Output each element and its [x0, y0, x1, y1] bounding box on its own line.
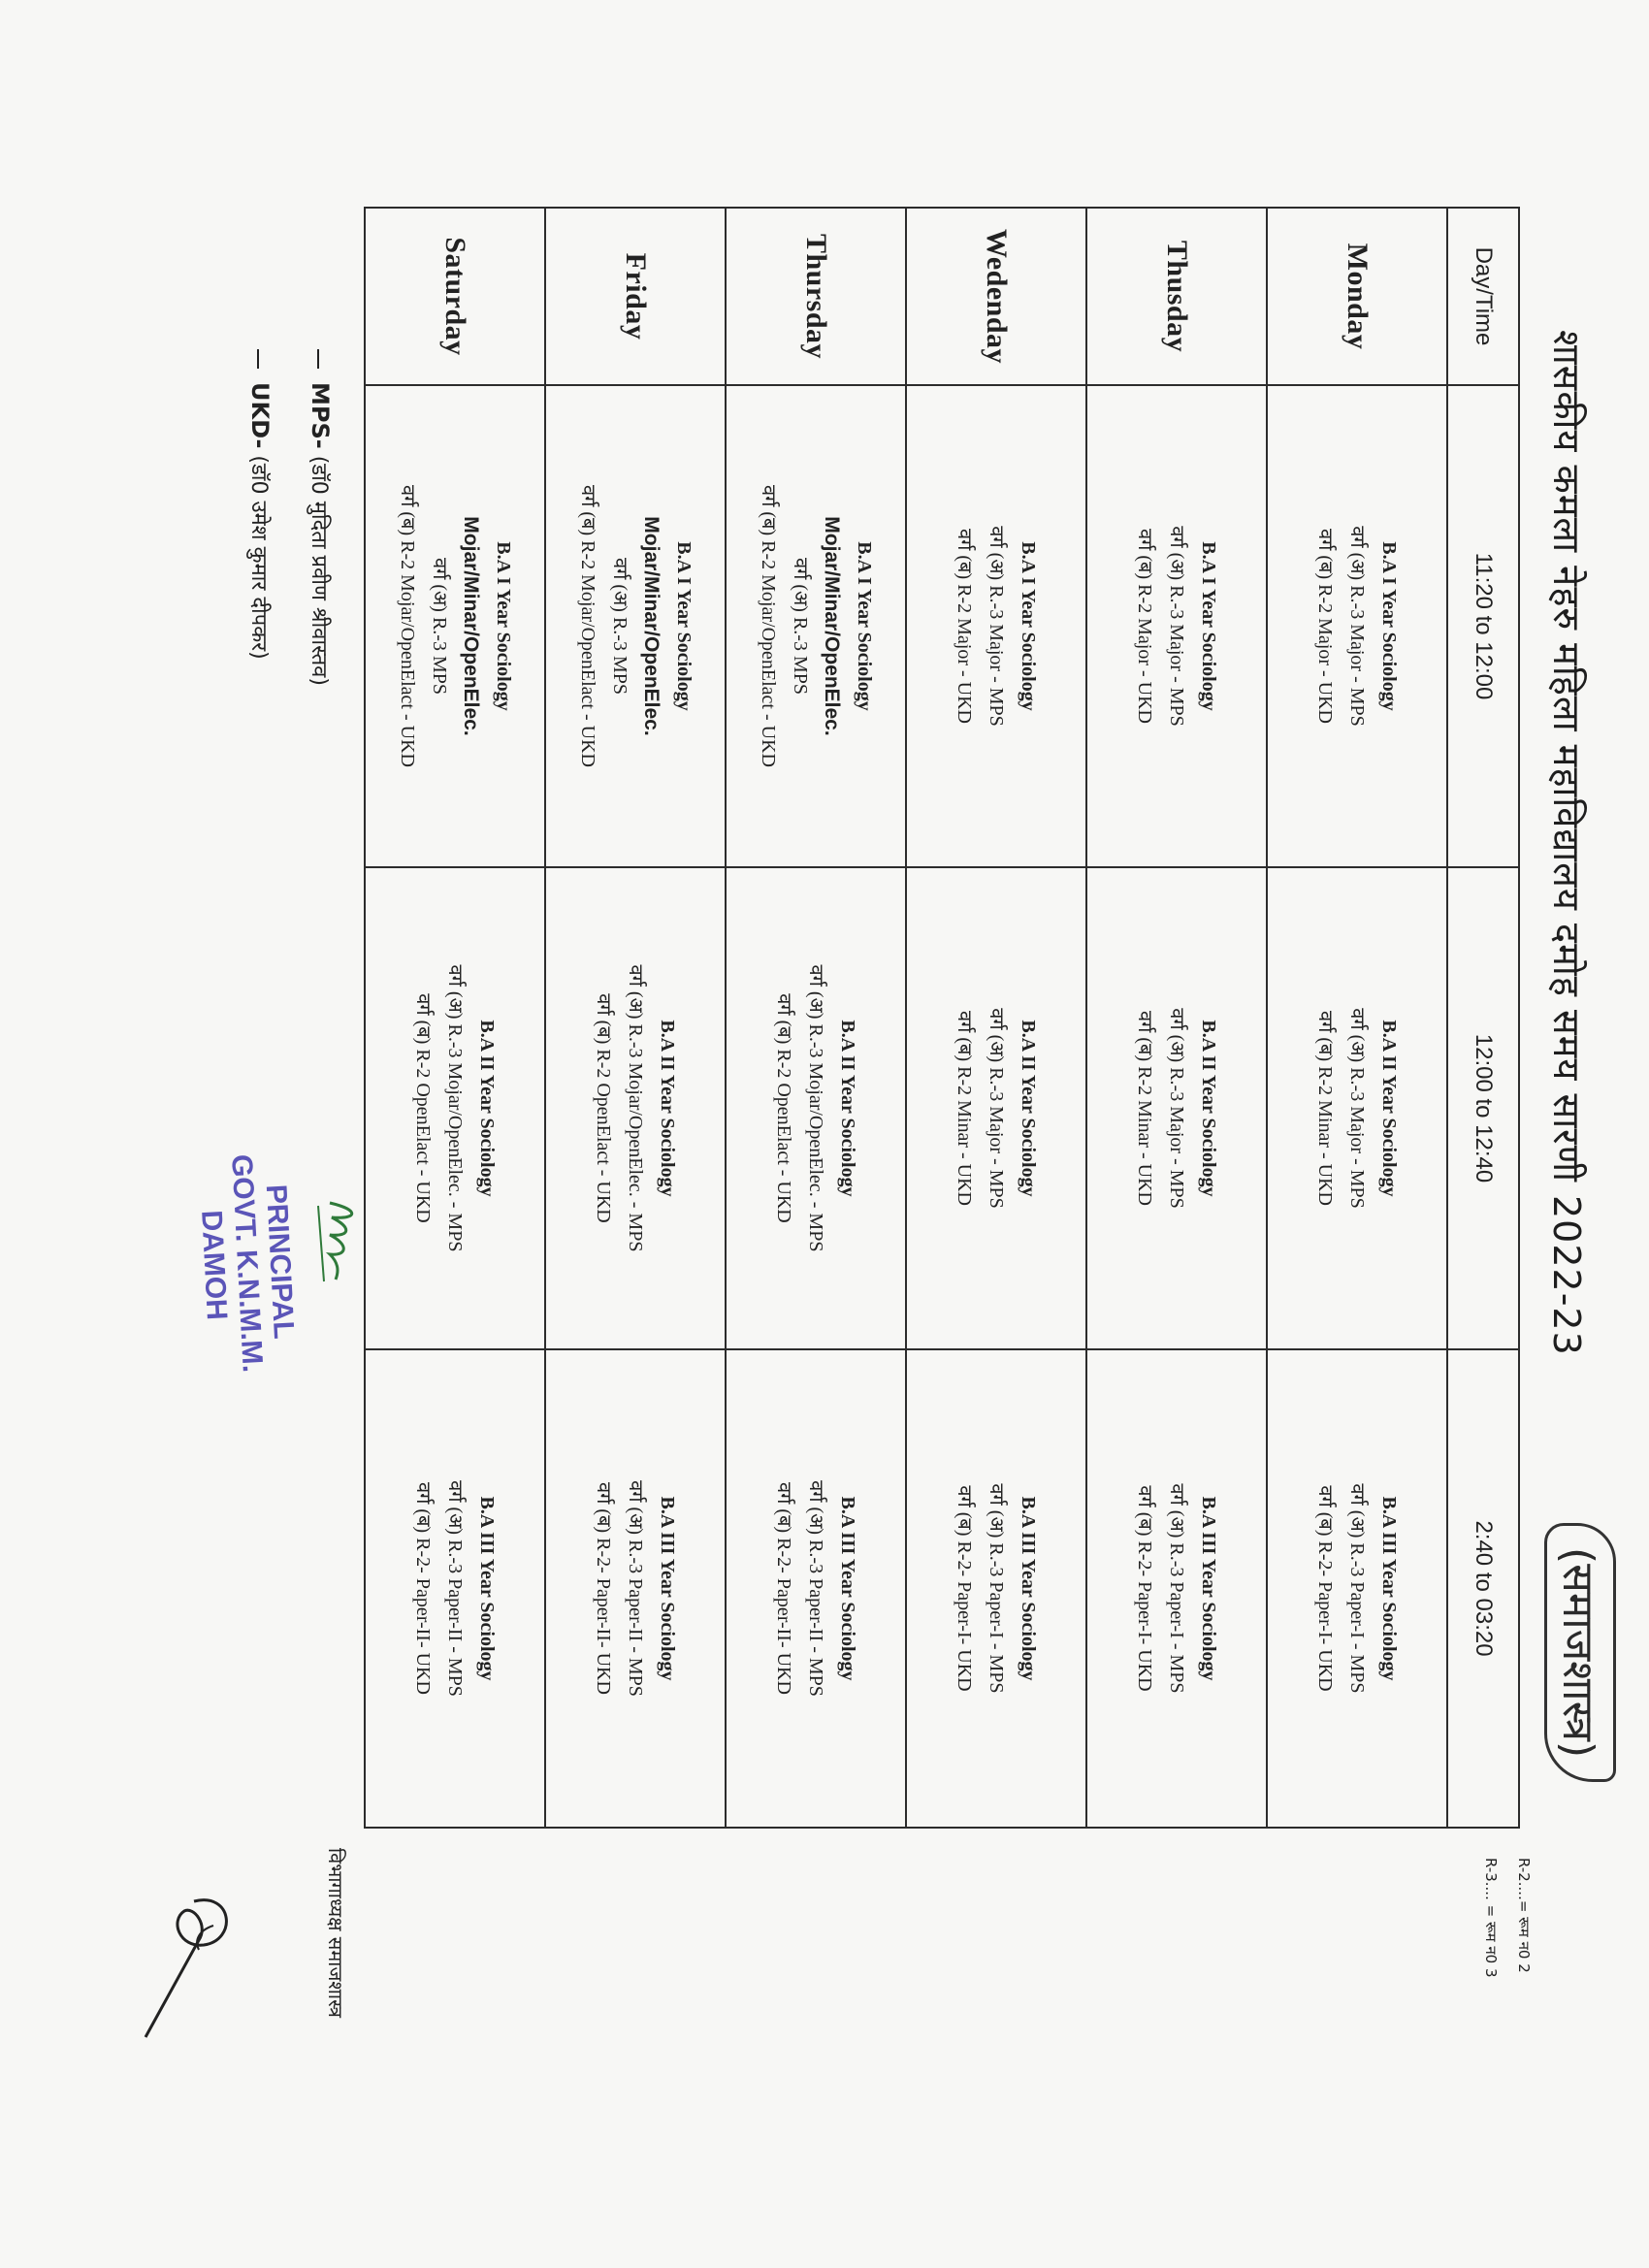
class-heading: B.A III Year Sociology — [657, 1496, 679, 1681]
slot-cell — [1086, 385, 1267, 867]
stamp-line: DAMOH — [195, 1209, 233, 1321]
section-line: वर्ग (ब) R-2 Minar - UKD — [1314, 1011, 1337, 1206]
section-line: वर्ग (ब) R-2 Major - UKD — [1134, 529, 1156, 724]
slot-content — [752, 386, 880, 866]
class-heading: B.A II Year Sociology — [1198, 1020, 1220, 1197]
slot-content — [949, 868, 1045, 1348]
slot-cell — [726, 867, 906, 1349]
principal-signature — [310, 1198, 369, 1285]
table-row — [1086, 208, 1267, 1828]
section-line: वर्ग (अ) R.-3 Paper-II - MPS — [444, 1480, 467, 1697]
section-line: वर्ग (ब) R-2 Mojar/OpenElact - UKD — [577, 485, 598, 767]
hod-label: विभागाध्यक्ष समाजशास्त्र — [324, 1848, 347, 2018]
slot-content — [1129, 868, 1225, 1348]
table-row — [726, 208, 906, 1828]
class-heading: B.A I Year Sociology — [1198, 541, 1220, 711]
section-line: वर्ग (ब) R-2 OpenElact - UKD — [412, 993, 435, 1223]
slot-content — [571, 386, 699, 866]
section-line: वर्ग (ब) R-2 Mojar/OpenElact - UKD — [758, 485, 779, 767]
class-heading: B.A III Year Sociology — [837, 1496, 859, 1681]
dash-mark — [257, 349, 259, 369]
class-heading: B.A II Year Sociology — [837, 1020, 859, 1197]
section-line: वर्ग (अ) R.-3 Paper-I - MPS — [1346, 1483, 1369, 1694]
slot-cell — [1086, 1349, 1267, 1828]
slot-content — [1310, 868, 1406, 1348]
class-heading: B.A I Year Sociology — [1018, 541, 1040, 711]
section-line: वर्ग (ब) R-2- Paper-II- UKD — [773, 1482, 795, 1695]
section-line: वर्ग (अ) R.-3 Paper-II - MPS — [625, 1480, 647, 1697]
section-line: वर्ग (अ) R.-3 Major - MPS — [1166, 526, 1188, 727]
table-row — [1267, 208, 1447, 1828]
timetable-header-row — [1447, 208, 1519, 1828]
class-heading: B.A II Year Sociology — [1018, 1020, 1040, 1197]
slot-cell — [906, 1349, 1086, 1828]
slot-content — [949, 1350, 1045, 1827]
section-line: वर्ग (ब) R-2 Minar - UKD — [954, 1011, 976, 1206]
slot-content — [391, 386, 519, 866]
timetable-body — [365, 208, 1447, 1828]
section-line: वर्ग (अ) R.-3 Mojar/OpenElec. - MPS — [444, 964, 467, 1252]
class-heading: B.A II Year Sociology — [476, 1020, 499, 1197]
class-heading: B.A II Year Sociology — [1378, 1020, 1401, 1197]
class-heading: B.A I Year Sociology — [493, 541, 514, 711]
section-line: वर्ग (अ) R.-3 Major - MPS — [986, 526, 1008, 727]
slot-content — [407, 868, 503, 1348]
teacher-key — [229, 349, 349, 686]
header-slot-2: 12:00 to 12:40 — [1447, 867, 1519, 1349]
section-line: वर्ग (ब) R-2 Minar - UKD — [1134, 1011, 1156, 1206]
section-line: वर्ग (ब) R-2- Paper-II- UKD — [593, 1482, 615, 1695]
table-row — [365, 208, 545, 1828]
section-line: वर्ग (अ) R.-3 Paper-II - MPS — [805, 1480, 827, 1697]
teacher-code: UKD- — [246, 382, 274, 449]
page-title: शासकीय कमला नेहरु महिला महाविद्यालय दमोह समय सारणी 2022-23 — [1545, 330, 1588, 1356]
stamp-line: GOVT. K.N.M.M. — [225, 1153, 269, 1374]
legend-room-3: R-3.... = रूम न0 3 — [1482, 1858, 1500, 1978]
section-line: वर्ग (अ) R.-3 Major - MPS — [1166, 1008, 1188, 1209]
slot-content — [588, 1350, 684, 1827]
slot-cell — [545, 1349, 726, 1828]
slot-cell — [1267, 1349, 1447, 1828]
section-line: वर्ग (अ) R.-3 MPS — [609, 557, 630, 695]
section-line: वर्ग (अ) R.-3 Major - MPS — [1346, 526, 1369, 727]
dash-mark — [317, 349, 319, 369]
section-line: वर्ग (अ) R.-3 Paper-I - MPS — [1166, 1483, 1188, 1694]
slot-cell — [365, 867, 545, 1349]
slot-cell — [1267, 867, 1447, 1349]
paper-types: Mojar/Minar/OpenElec. — [640, 516, 663, 736]
day-cell: Monday — [1267, 208, 1447, 385]
section-line: वर्ग (ब) R-2- Paper-I- UKD — [954, 1485, 976, 1692]
section-line: वर्ग (ब) R-2 OpenElact - UKD — [773, 993, 795, 1223]
teacher-name: (डॉ0 उमेश कुमार दीपकर) — [246, 455, 271, 660]
day-cell: Thusday — [1086, 208, 1267, 385]
header-slot-3: 2:40 to 03:20 — [1447, 1349, 1519, 1828]
slot-cell — [726, 385, 906, 867]
paper-types: Mojar/Minar/OpenElec. — [821, 516, 843, 736]
table-row — [545, 208, 726, 1828]
class-heading: B.A III Year Sociology — [1198, 1496, 1220, 1681]
slot-content — [768, 1350, 864, 1827]
section-line: वर्ग (ब) R-2 Mojar/OpenElact - UKD — [397, 485, 418, 767]
section-line: वर्ग (ब) R-2 OpenElact - UKD — [593, 993, 615, 1223]
header-day-time: Day/Time — [1447, 208, 1519, 385]
section-line: वर्ग (ब) R-2- Paper-I- UKD — [1314, 1485, 1337, 1692]
principal-stamp — [191, 1151, 302, 1375]
slot-cell — [906, 385, 1086, 867]
slot-content — [949, 386, 1045, 866]
slot-cell — [545, 867, 726, 1349]
slot-cell — [906, 867, 1086, 1349]
slot-cell — [545, 385, 726, 867]
class-heading: B.A I Year Sociology — [1378, 541, 1401, 711]
table-row — [906, 208, 1086, 1828]
class-heading: B.A II Year Sociology — [657, 1020, 679, 1197]
paper-types: Mojar/Minar/OpenElec. — [460, 516, 482, 736]
slot-content — [1310, 386, 1406, 866]
legend-room-2: R-2....= रूम न0 2 — [1515, 1858, 1533, 1973]
slot-content — [1129, 386, 1225, 866]
section-line: वर्ग (ब) R-2 Major - UKD — [954, 529, 976, 724]
section-line: वर्ग (अ) R.-3 MPS — [790, 557, 811, 695]
class-heading: B.A I Year Sociology — [854, 541, 875, 711]
hod-signature — [136, 1872, 252, 2047]
slot-cell — [365, 385, 545, 867]
section-line: वर्ग (अ) R.-3 MPS — [429, 557, 450, 695]
subject-note: (समाजशास्त्र) — [1544, 1523, 1616, 1782]
room-legend — [1474, 1858, 1540, 1978]
class-heading: B.A III Year Sociology — [1378, 1496, 1401, 1681]
slot-cell — [1267, 385, 1447, 867]
section-line: वर्ग (अ) R.-3 Mojar/OpenElec. - MPS — [805, 964, 827, 1252]
day-cell: Wedenday — [906, 208, 1086, 385]
teacher-name: (डॉ0 मुदिता प्रवीण श्रीवास्तव) — [307, 455, 331, 686]
class-heading: B.A III Year Sociology — [1018, 1496, 1040, 1681]
slot-content — [407, 1350, 503, 1827]
class-heading: B.A I Year Sociology — [673, 541, 695, 711]
slot-content — [768, 868, 864, 1348]
section-line: वर्ग (अ) R.-3 Paper-I - MPS — [986, 1483, 1008, 1694]
day-cell: Friday — [545, 208, 726, 385]
day-cell: Saturday — [365, 208, 545, 385]
section-line: वर्ग (ब) R-2 Major - UKD — [1314, 529, 1337, 724]
slot-cell — [1086, 867, 1267, 1349]
slot-content — [1310, 1350, 1406, 1827]
teacher-key-ukd — [229, 349, 289, 686]
stamp-line: PRINCIPAL — [259, 1183, 301, 1341]
slot-content — [1129, 1350, 1225, 1827]
teacher-key-mps — [289, 349, 349, 686]
slot-content — [588, 868, 684, 1348]
slot-cell — [726, 1349, 906, 1828]
timetable — [364, 207, 1520, 1829]
section-line: वर्ग (ब) R-2- Paper-II- UKD — [412, 1482, 435, 1695]
section-line: वर्ग (अ) R.-3 Mojar/OpenElec. - MPS — [625, 964, 647, 1252]
section-line: वर्ग (ब) R-2- Paper-I- UKD — [1134, 1485, 1156, 1692]
teacher-code: MPS- — [307, 382, 334, 449]
section-line: वर्ग (अ) R.-3 Major - MPS — [1346, 1008, 1369, 1209]
day-cell: Thursday — [726, 208, 906, 385]
slot-cell — [365, 1349, 545, 1828]
class-heading: B.A III Year Sociology — [476, 1496, 499, 1681]
section-line: वर्ग (अ) R.-3 Major - MPS — [986, 1008, 1008, 1209]
header-slot-1: 11:20 to 12:00 — [1447, 385, 1519, 867]
